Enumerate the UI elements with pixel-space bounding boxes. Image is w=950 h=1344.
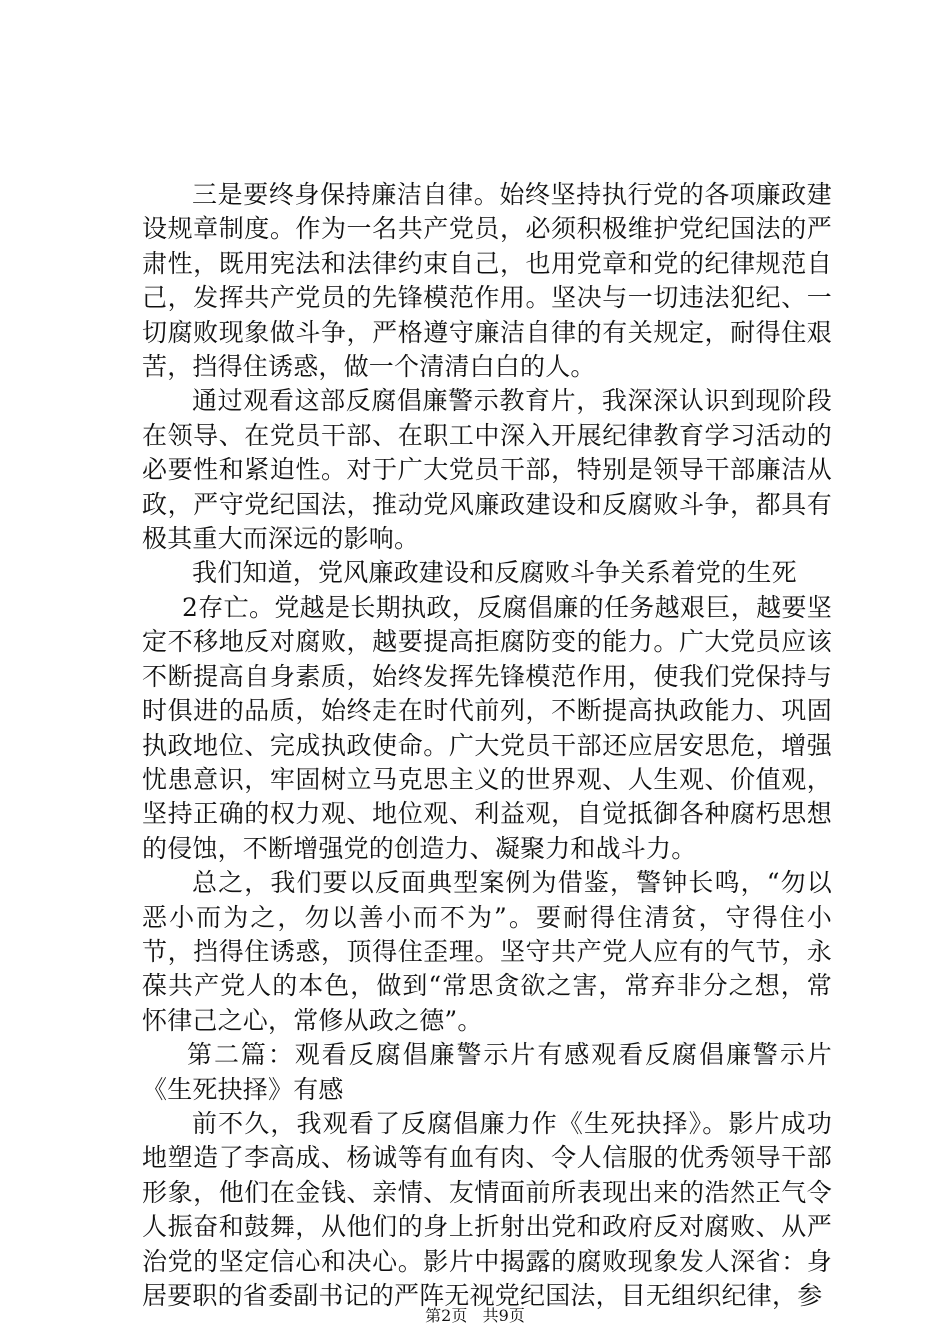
paragraph-conclusion: 总之，我们要以反面典型案例为借鉴，警钟长鸣，“勿以恶小而为之，勿以善小而不为”。要耐得住清贫，守得住小节，挡得住诱惑，顶得住歪理。坚守共产党人应有的气节，永葆共产党人的本色，做到“常思贪欲之害，常弃非分之想，常怀律己之心，常修从政之德”。 [142, 868, 832, 1035]
page-number: 第2页 [425, 1306, 468, 1325]
section-heading-part-two: 第二篇：观看反腐倡廉警示片有感观看反腐倡廉警示片《生死抉择》有感 [142, 1040, 832, 1104]
paragraph-self-discipline: 三是要终身保持廉洁自律。始终坚持执行党的各项廉政建设规章制度。作为一名共产党员，必须积极维护党纪国法的严肃性，既用宪法和法律约束自己，也用党章和党的纪律规范自己，发挥共产党员的先锋模范作用。坚决与一切违法犯纪、一切腐败现象做斗争，严格遵守廉洁自律的有关规定，耐得住艰苦，挡得住诱惑，做一个清清白白的人。 [142, 180, 832, 382]
paragraph-survival: 2存亡。党越是长期执政，反腐倡廉的任务越艰巨，越要坚定不移地反对腐败，越要提高拒腐防变的能力。广大党员应该不断提高自身素质，始终发挥先锋模范作用，使我们党保持与时俱进的品质，始终走在时代前列，不断提高执政能力、巩固执政地位、完成执政使命。广大党员干部还应居安思危，增强忧患意识，牢固树立马克思主义的世界观、人生观、价值观，坚持正确的权力观、地位观、利益观，自觉抵御各种腐朽思想的侵蚀，不断增强党的创造力、凝聚力和战斗力。 [142, 592, 832, 863]
paragraph-film-review: 前不久，我观看了反腐倡廉力作《生死抉择》。影片成功地塑造了李高成、杨诚等有血有肉、令人信服的优秀领导干部形象，他们在金钱、亲情、友情面前所表现出来的浩然正气令人振奋和鼓舞，从他们的身上折射出党和政府反对腐败、从严治党的坚定信心和决心。影片中揭露的腐败现象发人深省：身居要职的省委副书记的严阵无视党纪国法，目无组织纪律，参 [142, 1108, 832, 1310]
paragraph-we-know: 我们知道，党风廉政建设和反腐败斗争关系着党的生死 [192, 558, 797, 588]
page-footer [0, 1303, 950, 1326]
paragraph-warning-film: 通过观看这部反腐倡廉警示教育片，我深深认识到现阶段在领导、在党员干部、在职工中深入开展纪律教育学习活动的必要性和紧迫性。对于广大党员干部，特别是领导干部廉洁从政，严守党纪国法，推动党风廉政建设和反腐败斗争，都具有极其重大而深远的影响。 [142, 386, 832, 554]
document-body [142, 178, 832, 1313]
page-separator [472, 1306, 477, 1325]
page-total: 共9页 [482, 1306, 525, 1325]
